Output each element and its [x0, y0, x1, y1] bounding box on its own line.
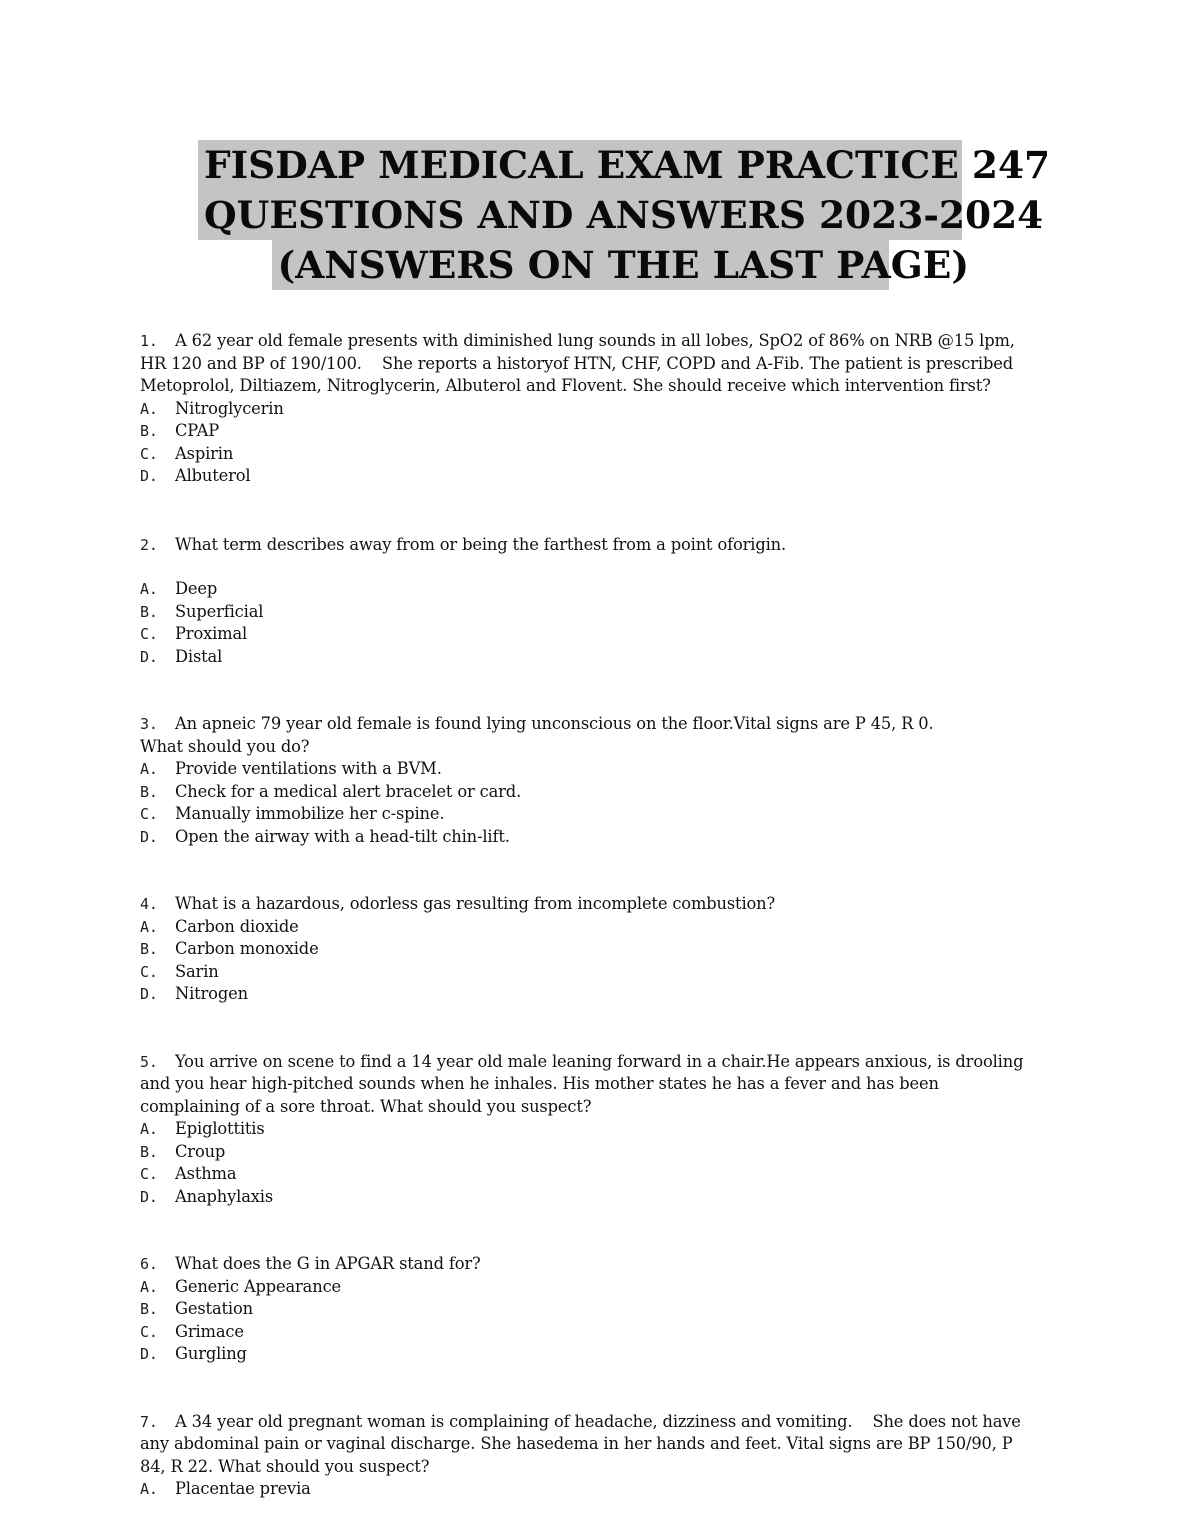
answer-option[interactable]: A. Deep: [140, 579, 218, 598]
question-stem-line: complaining of a sore throat. What should you suspect?: [140, 1096, 592, 1116]
title-line-1: FISDAP MEDICAL EXAM PRACTICE 247: [198, 140, 962, 190]
question-number: 2.: [140, 535, 158, 554]
answer-option[interactable]: B. Carbon monoxide: [140, 939, 319, 958]
answer-option[interactable]: C. Aspirin: [140, 443, 234, 463]
question-stem: 1. A 62 year old female presents with diminished lung sounds in all lobes, SpO2 of 86% on NRB @15 lpm,: [140, 330, 1040, 353]
question-stem: 2. What term describes away from or being the farthest from a point oforigin.: [140, 534, 1040, 557]
answer-option[interactable]: C. Grimace: [140, 1321, 244, 1341]
answer-option[interactable]: D. Open the airway with a head-tilt chin-lift.: [140, 826, 510, 846]
answer-option[interactable]: C. Asthma: [140, 1164, 237, 1183]
answer-option[interactable]: A. Placentae previa: [140, 1479, 311, 1498]
answer-option[interactable]: D. Gurgling: [140, 1344, 247, 1363]
answer-option[interactable]: A. Nitroglycerin: [140, 398, 284, 418]
answer-option[interactable]: A. Carbon dioxide: [140, 916, 299, 936]
question-number: 1.: [140, 332, 158, 350]
document-title: [0, 140, 1160, 290]
answer-option[interactable]: B. Gestation: [140, 1299, 253, 1318]
question-1: [140, 330, 1040, 488]
question-stem-line: What should you do?: [140, 736, 310, 756]
title-line-3: (ANSWERS ON THE LAST PAGE): [272, 240, 889, 290]
question-list: [140, 330, 1040, 1501]
answer-option[interactable]: D. Distal: [140, 646, 223, 666]
question-number: 4.: [140, 895, 158, 913]
question-stem: 5. You arrive on scene to find a 14 year old male leaning forward in a chair.He appears anxious, is drooling: [140, 1051, 1040, 1074]
question-stem-line: Metoprolol, Diltiazem, Nitroglycerin, Albuterol and Flovent. She should receive which intervention first?: [140, 376, 991, 395]
question-number: 7.: [140, 1412, 158, 1431]
question-3: [140, 713, 1040, 848]
answer-option[interactable]: C. Manually immobilize her c-spine.: [140, 804, 445, 823]
answer-option[interactable]: D. Anaphylaxis: [140, 1186, 274, 1206]
question-4: [140, 893, 1040, 1006]
title-line-2: QUESTIONS AND ANSWERS 2023-2024: [198, 190, 962, 240]
question-stem-line: and you hear high-pitched sounds when he inhales. His mother states he has a fever and has been: [140, 1074, 939, 1093]
answer-option[interactable]: A. Epiglottitis: [140, 1119, 265, 1138]
answer-option[interactable]: B. Croup: [140, 1141, 226, 1161]
answer-option[interactable]: B. Check for a medical alert bracelet or card.: [140, 781, 522, 801]
answer-option[interactable]: B. CPAP: [140, 421, 220, 440]
answer-option[interactable]: C. Sarin: [140, 961, 219, 981]
answer-option[interactable]: D. Nitrogen: [140, 984, 248, 1003]
question-stem: 4. What is a hazardous, odorless gas resulting from incomplete combustion?: [140, 893, 1040, 916]
question-stem-line: any abdominal pain or vaginal discharge. She hasedema in her hands and feet. Vital signs are BP 150/90, P: [140, 1434, 1013, 1453]
question-stem: 3. An apneic 79 year old female is found lying unconscious on the floor.Vital signs are P 45, R 0.: [140, 713, 1040, 736]
question-number: 3.: [140, 715, 158, 733]
question-5: [140, 1051, 1040, 1209]
question-number: 6.: [140, 1255, 158, 1273]
question-6: [140, 1253, 1040, 1366]
answer-option[interactable]: C. Proximal: [140, 624, 248, 643]
question-stem: 6. What does the G in APGAR stand for?: [140, 1253, 1040, 1276]
question-number: 5.: [140, 1052, 158, 1071]
question-stem: 7. A 34 year old pregnant woman is complaining of headache, dizziness and vomiting. She does not have: [140, 1411, 1040, 1434]
answer-option[interactable]: A. Generic Appearance: [140, 1276, 342, 1296]
answer-option[interactable]: A. Provide ventilations with a BVM.: [140, 759, 442, 778]
answer-option[interactable]: D. Albuterol: [140, 466, 251, 485]
answer-option[interactable]: B. Superficial: [140, 601, 264, 621]
question-7: [140, 1411, 1040, 1501]
question-stem-line: HR 120 and BP of 190/100. She reports a historyof HTN, CHF, COPD and A-Fib. The patient is prescribed: [140, 353, 1013, 373]
question-2: [140, 534, 1040, 669]
question-stem-line: 84, R 22. What should you suspect?: [140, 1456, 430, 1476]
